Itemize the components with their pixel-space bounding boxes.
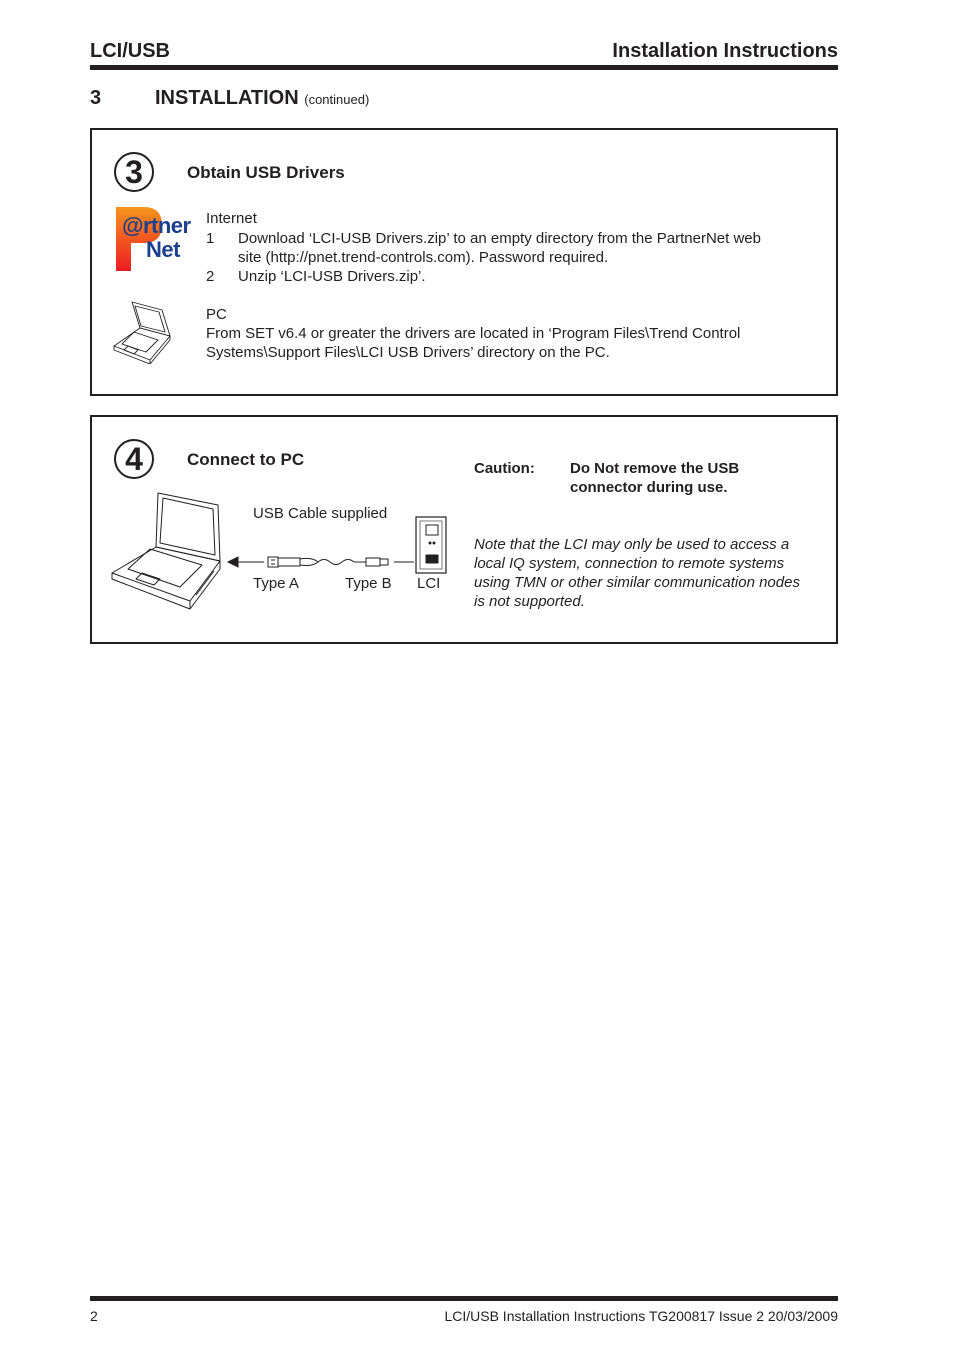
partnernet-logo-line2: Net (146, 237, 180, 262)
step4-box (90, 415, 838, 644)
item2-line1: Unzip ‘LCI-USB Drivers.zip’. (238, 268, 426, 285)
step3-title: Obtain USB Drivers (187, 163, 345, 182)
header-rule (90, 65, 838, 70)
usb-cable-label: USB Cable supplied (253, 505, 388, 522)
footer-rule (90, 1296, 838, 1301)
internet-heading: Internet (206, 210, 257, 227)
pc-heading: PC (206, 306, 227, 323)
note-line3: using TMN or other similar communication nodes (474, 574, 800, 591)
note-line1: Note that the LCI may only be used to access a (474, 536, 790, 553)
type-a-label: Type A (253, 575, 299, 592)
section-title (155, 86, 369, 112)
section-title-text: INSTALLATION (155, 87, 299, 109)
item1-number: 1 (206, 230, 215, 247)
section-number: 3 (90, 87, 102, 109)
header-right: Installation Instructions (612, 40, 838, 62)
item2-number: 2 (206, 268, 215, 285)
pc-text-line1: From SET v6.4 or greater the drivers are located in ‘Program Files\Trend Control (206, 325, 741, 342)
footer-doc-info: LCI/USB Installation Instructions TG200817 Issue 2 20/03/2009 (444, 1308, 838, 1324)
laptop-large-icon (110, 489, 222, 617)
item1-line2: site (http://pnet.trend-controls.com). Password required. (238, 249, 609, 266)
pc-text-line2: Systems\Support Files\LCI USB Drivers’ directory on the PC. (206, 344, 610, 361)
usb-cable-diagram (226, 513, 448, 577)
step3-number-circle: 3 (114, 152, 154, 192)
lci-label: LCI (417, 575, 441, 592)
header-left: LCI/USB (90, 40, 170, 62)
caution-line2: connector during use. (570, 479, 728, 496)
step3-box (90, 128, 838, 396)
note-line4: is not supported. (474, 593, 585, 610)
laptop-small-icon (110, 300, 172, 364)
step4-number-circle: 4 (114, 439, 154, 479)
partnernet-logo (114, 205, 204, 275)
laptop-icon (110, 300, 172, 364)
step4-title: Connect to PC (187, 450, 305, 469)
item1-line1: Download ‘LCI-USB Drivers.zip’ to an empty directory from the PartnerNet web (238, 230, 761, 247)
caution-label: Caution: (474, 460, 535, 477)
partnernet-logo-line1: @rtner (122, 213, 191, 238)
type-b-label: Type B (345, 575, 392, 592)
usb-cable-icon (226, 513, 448, 577)
footer-page-number: 2 (90, 1308, 98, 1324)
caution-line1: Do Not remove the USB (570, 460, 740, 477)
note-line2: local IQ system, connection to remote systems (474, 555, 785, 572)
laptop-icon-large (110, 489, 222, 617)
section-subtitle: (continued) (304, 92, 370, 107)
